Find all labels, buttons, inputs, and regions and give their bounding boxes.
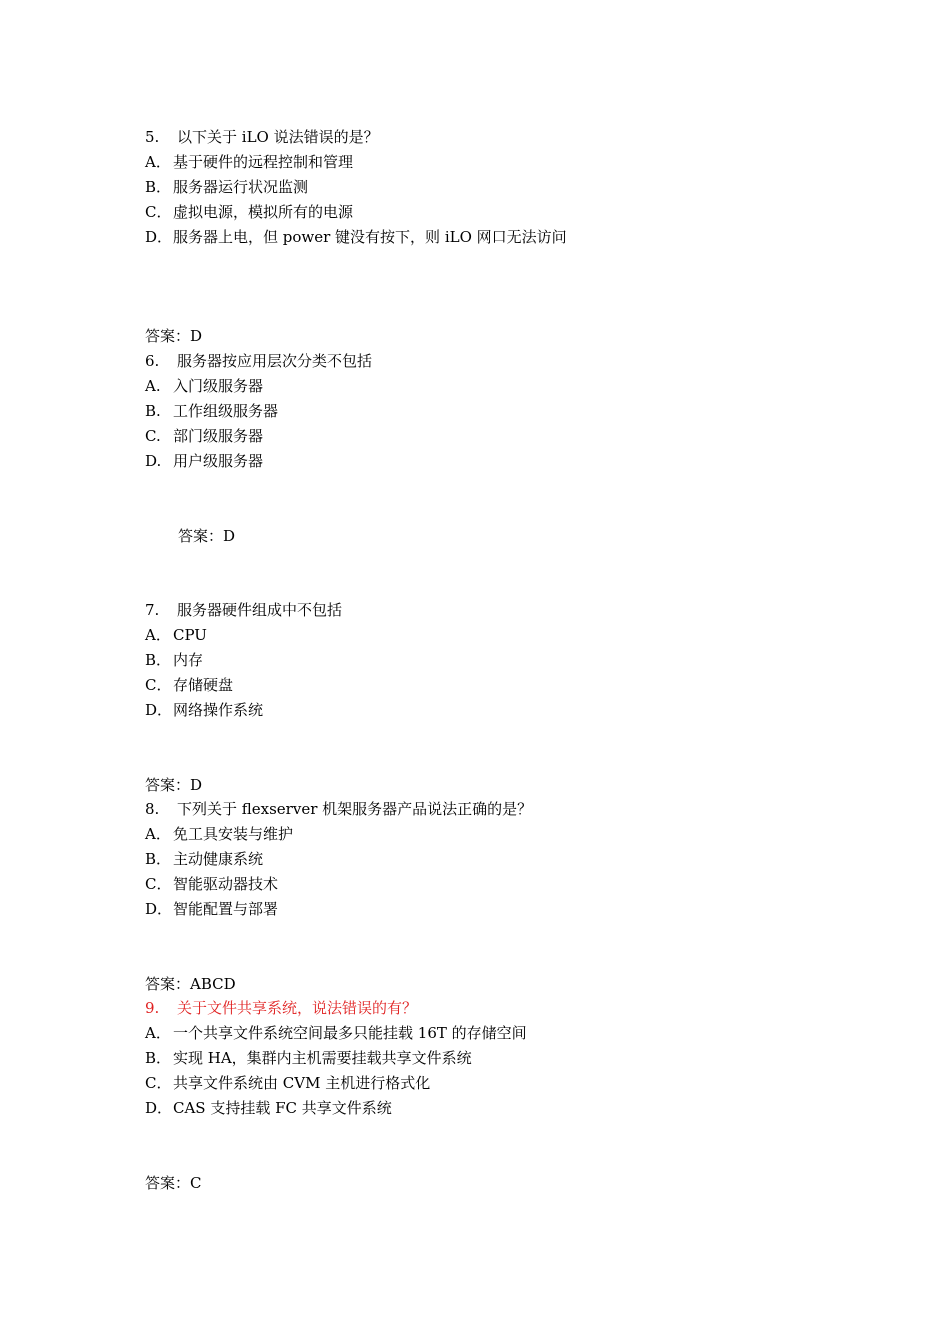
question-5-option-a: A． 基于硬件的远程控制和管理 <box>145 153 354 171</box>
question-8-number: 8. <box>145 800 160 818</box>
question-8-option-a: A． 免工具安装与维护 <box>145 825 294 843</box>
question-5-option-d: D．服务器上电，但 power 键没有按下，则 iLO 网口无法访问 <box>145 228 567 246</box>
question-5-text: 以下关于 iLO 说法错误的是？ <box>177 128 379 146</box>
question-7-text: 服务器硬件组成中不包括 <box>177 601 343 619</box>
question-9-option-b: B． 实现 HA，集群内主机需要挂载共享文件系统 <box>145 1049 472 1067</box>
question-5 <box>145 126 379 148</box>
question-8-answer: 答案：ABCD <box>145 975 236 993</box>
question-8-option-b: B． 主动健康系统 <box>145 850 264 868</box>
question-7 <box>145 599 342 621</box>
question-8-option-d: D．智能配置与部署 <box>145 900 279 918</box>
question-9-option-a: A． 一个共享文件系统空间最多只能挂载 16T 的存储空间 <box>145 1024 527 1042</box>
question-7-number: 7. <box>145 601 160 619</box>
question-5-answer: 答案：D <box>145 327 203 345</box>
question-8 <box>145 798 532 820</box>
question-5-option-b: B． 服务器运行状况监测 <box>145 178 309 196</box>
question-6-option-b: B. 工作组级服务器 <box>145 402 279 420</box>
question-5-number: 5. <box>145 128 160 146</box>
question-6-option-c: C. 部门级服务器 <box>145 427 264 445</box>
question-7-option-c: C． 存储硬盘 <box>145 676 234 694</box>
question-7-option-d: D．网络操作系统 <box>145 701 264 719</box>
question-6-option-a: A. 入门级服务器 <box>145 377 264 395</box>
question-6-text: 服务器按应用层次分类不包括 <box>177 352 373 370</box>
question-6-option-d: D. 用户级服务器 <box>145 452 264 470</box>
question-6 <box>145 350 372 372</box>
question-8-option-c: C． 智能驱动器技术 <box>145 875 279 893</box>
question-7-option-b: B． 内存 <box>145 651 204 669</box>
question-7-option-a: A． CPU <box>145 626 207 644</box>
question-8-text: 下列关于 flexserver 机架服务器产品说法正确的是？ <box>177 800 533 818</box>
question-9-text: 关于文件共享系统，说法错误的有？ <box>177 999 418 1017</box>
question-9-option-c: C． 共享文件系统由 CVM 主机进行格式化 <box>145 1074 431 1092</box>
question-9-answer: 答案：C <box>145 1174 202 1192</box>
question-6-answer: 答案：D <box>178 527 236 545</box>
question-7-answer: 答案：D <box>145 776 203 794</box>
question-6-number: 6. <box>145 352 160 370</box>
question-9-option-d: D．CAS 支持挂载 FC 共享文件系统 <box>145 1099 392 1117</box>
question-9-number: 9. <box>145 999 160 1017</box>
question-9 <box>145 997 417 1019</box>
question-5-option-c: C． 虚拟电源，模拟所有的电源 <box>145 203 354 221</box>
